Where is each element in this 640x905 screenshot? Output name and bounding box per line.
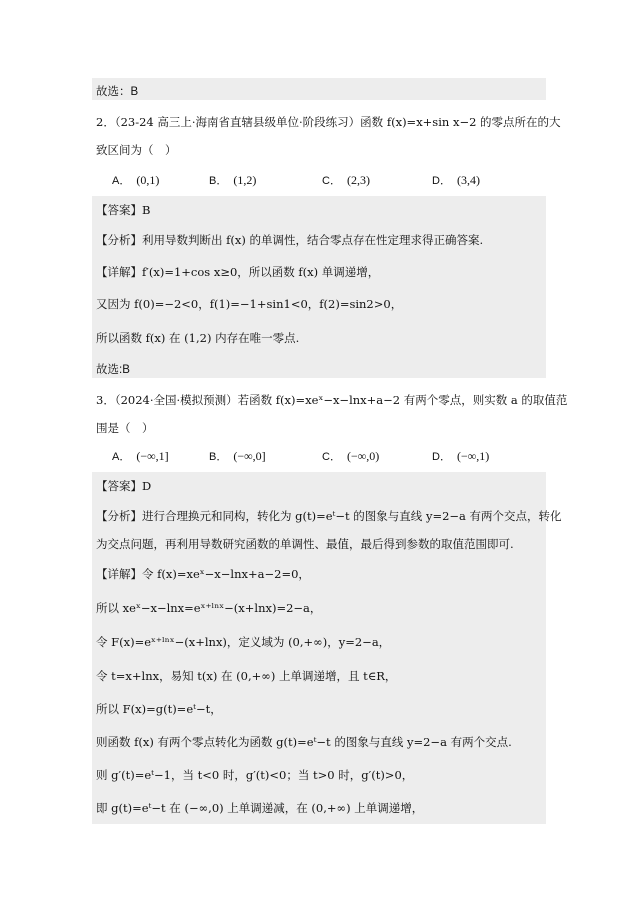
q3-analysis-line2: 为交点问题，再利用导数研究函数的单调性、最值，最后得到参数的取值范围即可. bbox=[96, 537, 514, 551]
option-label: A． bbox=[112, 175, 131, 187]
option-value: (0,1) bbox=[136, 173, 160, 187]
option-label: D． bbox=[432, 175, 451, 187]
q2-option-b bbox=[209, 172, 256, 188]
q2-option-c bbox=[322, 172, 370, 188]
option-value: (−∞,1] bbox=[136, 449, 169, 463]
highlight-q2-solution bbox=[92, 196, 546, 378]
option-value: (−∞,0] bbox=[233, 449, 266, 463]
option-label: A． bbox=[112, 451, 131, 463]
q2-option-d bbox=[432, 172, 480, 188]
option-value: (2,3) bbox=[346, 173, 370, 187]
q2-answer: 【答案】B bbox=[96, 203, 151, 217]
q3-detail-line7: 则 g′(t)=eᵗ−1，当 t<0 时，g′(t)<0；当 t>0 时，g′(t)>0， bbox=[96, 768, 414, 782]
option-value: (−∞,0) bbox=[346, 449, 380, 463]
q3-detail-line1: 【详解】令 f(x)=xeˣ−x−lnx+a−2=0， bbox=[96, 567, 310, 581]
q3-detail-line5: 所以 F(x)=g(t)=eᵗ−t， bbox=[96, 702, 222, 716]
q3-analysis-line1: 【分析】进行合理换元和同构，转化为 g(t)=eᵗ−t 的图象与直线 y=2−a 有两个交点，转化 bbox=[96, 509, 562, 523]
q3-option-b bbox=[209, 448, 266, 464]
option-label: B． bbox=[209, 175, 228, 187]
option-label: B． bbox=[209, 451, 228, 463]
q3-detail-line4: 令 t=x+lnx，易知 t(x) 在 (0,+∞) 上单调递增，且 t∈R， bbox=[96, 669, 397, 683]
option-value: (−∞,1) bbox=[456, 449, 490, 463]
q2-analysis: 【分析】利用导数判断出 f(x) 的单调性，结合零点存在性定理求得正确答案. bbox=[96, 233, 484, 247]
q2-detail-line1: 【详解】f′(x)=1+cos x≥0，所以函数 f(x) 单调递增， bbox=[96, 265, 380, 279]
option-label: C． bbox=[322, 451, 341, 463]
q3-option-c bbox=[322, 448, 379, 464]
q3-detail-line2: 所以 xeˣ−x−lnx=eˣ⁺ˡⁿˣ−(x+lnx)=2−a， bbox=[96, 601, 322, 615]
highlight-top bbox=[92, 78, 546, 100]
q2-detail-line3: 所以函数 f(x) 在 (1,2) 内存在唯一零点. bbox=[96, 331, 300, 345]
option-label: D． bbox=[432, 451, 451, 463]
q3-detail-line3: 令 F(x)=eˣ⁺ˡⁿˣ−(x+lnx)，定义域为 (0,+∞)，y=2−a， bbox=[96, 635, 391, 649]
option-label: C． bbox=[322, 175, 341, 187]
option-value: (3,4) bbox=[456, 173, 480, 187]
q3-option-a bbox=[112, 448, 169, 464]
q3-detail-line8: 即 g(t)=eᵗ−t 在 (−∞,0) 上单调递减，在 (0,+∞) 上单调递增， bbox=[96, 801, 424, 815]
q2-stem-line2: 致区间为（ ） bbox=[96, 143, 177, 157]
q3-stem-line1: 3．（2024·全国·模拟预测）若函数 f(x)=xeˣ−x−lnx+a−2 有两个零点，则实数 a 的取值范 bbox=[96, 393, 568, 407]
q3-stem-line2: 围是（ ） bbox=[96, 421, 154, 435]
q2-detail-line2: 又因为 f(0)=−2<0，f(1)=−1+sin1<0，f(2)=sin2>0， bbox=[96, 297, 403, 311]
previous-answer-line: 故选：B bbox=[96, 86, 139, 98]
q2-conclusion: 故选:B bbox=[96, 364, 130, 376]
q3-answer: 【答案】D bbox=[96, 479, 152, 493]
q2-stem-line1: 2．（23-24 高三上·海南省直辖县级单位·阶段练习）函数 f(x)=x+sin x−2 的零点所在的大 bbox=[96, 115, 561, 129]
option-value: (1,2) bbox=[233, 173, 257, 187]
q2-option-a bbox=[112, 172, 159, 188]
q3-detail-line6: 则函数 f(x) 有两个零点转化为函数 g(t)=eᵗ−t 的图象与直线 y=2−a 有两个交点. bbox=[96, 735, 512, 749]
q3-option-d bbox=[432, 448, 489, 464]
